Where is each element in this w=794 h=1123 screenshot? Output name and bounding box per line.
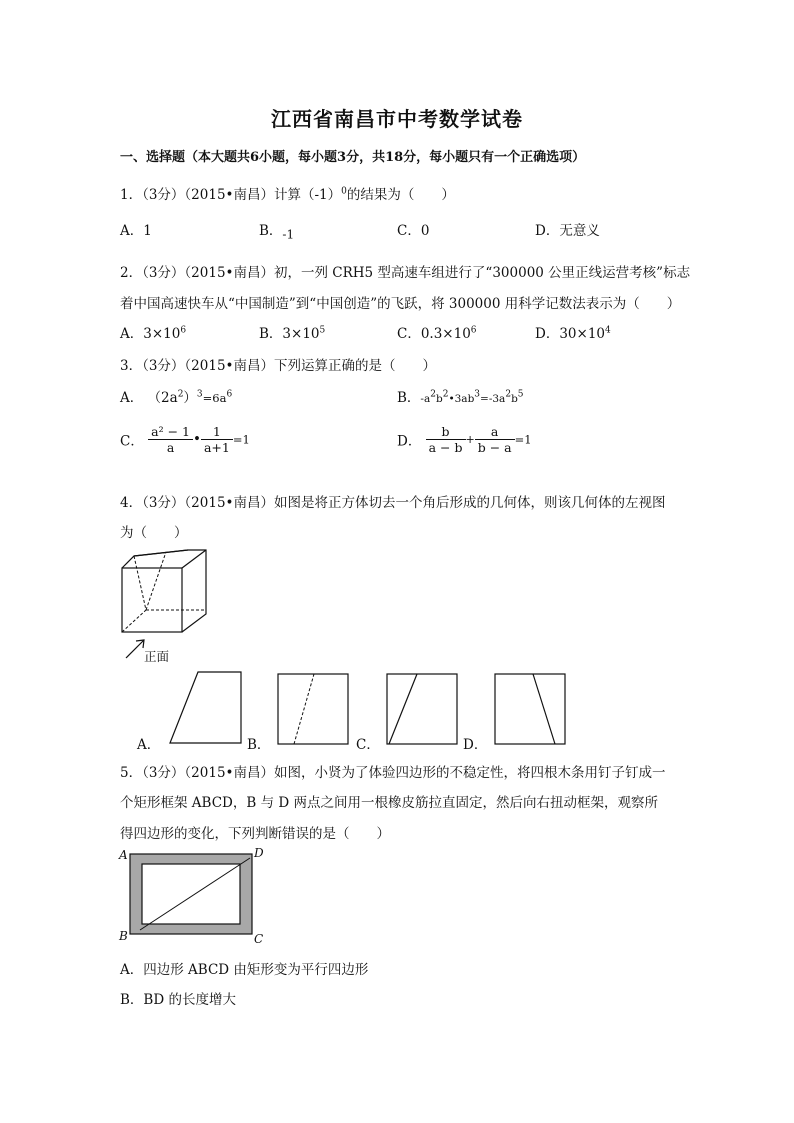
hidden-edge-1 <box>122 610 146 632</box>
q3-c-eq: =1 <box>232 432 250 447</box>
q1-option-b-label: B． <box>259 223 283 239</box>
q1-exponent: 0 <box>341 186 347 197</box>
question-1-stem <box>120 183 455 203</box>
q4-option-a-label: A． <box>137 737 161 753</box>
q4-option-c-figure <box>387 674 459 746</box>
q3-d-label: D． <box>397 433 422 450</box>
q3-d-fraction-1 <box>426 424 466 455</box>
q3-c-fraction-2 <box>201 424 233 455</box>
q2-option-b <box>259 322 325 342</box>
q3-c-frac1-den: a <box>166 440 175 455</box>
q1-option-b-value: -1 <box>282 227 295 242</box>
q2-option-c-base: C．0.3×10 <box>397 326 471 342</box>
trapezoid-shape <box>170 672 241 743</box>
q3-option-a <box>120 386 232 406</box>
q3-b-expr-1: -a <box>420 393 431 405</box>
q3-d-frac1-num: b <box>426 424 466 440</box>
q3-b-expr-6: 3 <box>474 389 481 400</box>
q5-option-b: B．BD 的长度增大 <box>120 992 236 1008</box>
front-label: 正面 <box>144 649 170 664</box>
q3-a-expr-1: （2a <box>147 390 178 406</box>
cut-cube-figure <box>118 548 218 658</box>
q2-option-d-exp: 4 <box>605 325 611 336</box>
q3-c-frac2-num: 1 <box>201 424 233 440</box>
q4-option-d-figure <box>495 674 567 746</box>
cube-cut-edge <box>134 550 188 556</box>
point-c-label: C <box>254 932 264 946</box>
q1-option-d: D．无意义 <box>535 223 600 239</box>
q4-option-a-figure <box>170 672 242 744</box>
q3-c-frac1-num: a² − 1 <box>148 424 193 440</box>
q3-a-expr-6: 6 <box>226 389 233 400</box>
question-5-line-3: 得四边形的变化，下列判断错误的是（ ） <box>120 826 390 842</box>
q3-b-expr-2: 2 <box>430 389 436 400</box>
hidden-edge-4 <box>134 556 146 610</box>
point-a-label: A <box>119 848 128 862</box>
question-5-line-1: 5．（3分）（2015•南昌）如图，小贤为了体验四边形的不稳定性，将四根木条用钉子钉成一 <box>120 765 666 781</box>
front-arrow-shaft <box>126 640 144 658</box>
solid-diagonal-d <box>533 674 555 744</box>
q1-option-a: A．1 <box>120 223 152 239</box>
q3-b-expr-10: 5 <box>517 389 524 400</box>
q4-option-b-label: B． <box>247 737 271 753</box>
question-4-line-1: 4．（3分）（2015•南昌）如图是将正方体切去一个角后形成的几何体，则该几何体的左视图 <box>120 495 666 511</box>
q3-a-expr-2: 2 <box>177 389 184 400</box>
q3-option-d <box>397 424 532 455</box>
q3-a-expr-5: =6a <box>202 391 227 405</box>
q1-stem-pre: 1．（3分）（2015•南昌）计算（-1） <box>120 187 342 203</box>
q3-b-expr-8: 2 <box>505 389 512 400</box>
q3-b-expr-4: 2 <box>442 389 449 400</box>
rectangle-frame-figure <box>128 852 268 942</box>
q3-a-expr-3: ） <box>183 390 197 406</box>
question-2-line-2: 着中国高速快车从“中国制造”到“中国创造”的飞跃，将 300000 用科学记数法表示为（ ） <box>120 296 681 312</box>
q5-option-a: A．四边形 ABCD 由矩形变为平行四边形 <box>120 962 369 978</box>
q2-option-c <box>397 322 477 342</box>
hidden-edge-3 <box>146 552 166 610</box>
q2-option-a-exp: 6 <box>180 325 187 336</box>
q3-b-expr-5: •3ab <box>448 393 475 405</box>
q2-option-c-exp: 6 <box>470 325 477 336</box>
q3-d-frac2-num: a <box>475 424 515 440</box>
q3-b-expr-3: b <box>435 393 443 405</box>
square-c <box>387 674 457 744</box>
q3-b-expr-7: =-3a <box>480 393 506 405</box>
cube-top-edge <box>182 550 206 568</box>
section-heading: 一、选择题（本大题共6小题，每小题3分，共18分，每小题只有一个正确选项） <box>120 150 586 165</box>
page-title: 江西省南昌市中考数学试卷 <box>271 107 523 131</box>
dashed-diagonal <box>294 674 314 744</box>
q4-option-d-label: D． <box>463 737 488 753</box>
solid-diagonal-c <box>389 674 417 744</box>
point-b-label: B <box>119 929 128 943</box>
q3-c-label: C． <box>120 433 144 450</box>
q4-option-c-label: C． <box>356 737 380 753</box>
q2-option-d <box>535 322 611 342</box>
q3-d-eq: =1 <box>514 432 532 447</box>
q2-option-b-exp: 5 <box>319 325 326 336</box>
question-2-line-1: 2．（3分）（2015•南昌）初，一列 CRH5 型高速车组进行了“300000 公里正线运营考核”标志 <box>120 265 691 281</box>
question-5-line-2: 个矩形框架 ABCD，B 与 D 两点之间用一根橡皮筋拉直固定，然后向右扭动框架，观察所 <box>120 795 658 811</box>
q2-option-a <box>120 322 186 342</box>
q3-option-b <box>397 386 524 406</box>
q3-d-frac2-den: b − a <box>477 440 512 455</box>
square-d <box>495 674 565 744</box>
question-4-line-2: 为（ ） <box>120 525 188 541</box>
q3-c-frac2-den: a+1 <box>203 440 230 455</box>
q1-stem-post: 的结果为（ ） <box>346 187 455 203</box>
q3-b-expr-9: b <box>511 393 518 405</box>
square-b <box>278 674 348 744</box>
q3-d-plus: + <box>465 433 475 446</box>
q3-d-fraction-2 <box>475 424 515 455</box>
cube-outline <box>122 550 206 632</box>
point-d-label: D <box>254 846 264 860</box>
q2-option-b-base: B．3×10 <box>259 326 320 342</box>
q3-a-label: A． <box>120 390 144 406</box>
q2-option-a-base: A．3×10 <box>120 326 181 342</box>
q3-c-fraction-1 <box>148 424 193 455</box>
q3-d-frac1-den: a − b <box>428 440 463 455</box>
q3-a-expr-4: 3 <box>196 389 203 400</box>
q2-option-d-base: D．30×10 <box>535 326 605 342</box>
q3-option-c <box>120 424 250 455</box>
q3-b-label: B． <box>397 390 421 406</box>
cube-front-face <box>122 568 182 632</box>
frame-inner <box>142 864 240 924</box>
q4-option-b-figure <box>278 674 350 746</box>
q1-option-c: C．0 <box>397 223 430 239</box>
q3-c-dot: • <box>192 431 201 448</box>
question-3-stem: 3．（3分）（2015•南昌）下列运算正确的是（ ） <box>120 358 436 374</box>
q1-option-b <box>259 219 294 242</box>
